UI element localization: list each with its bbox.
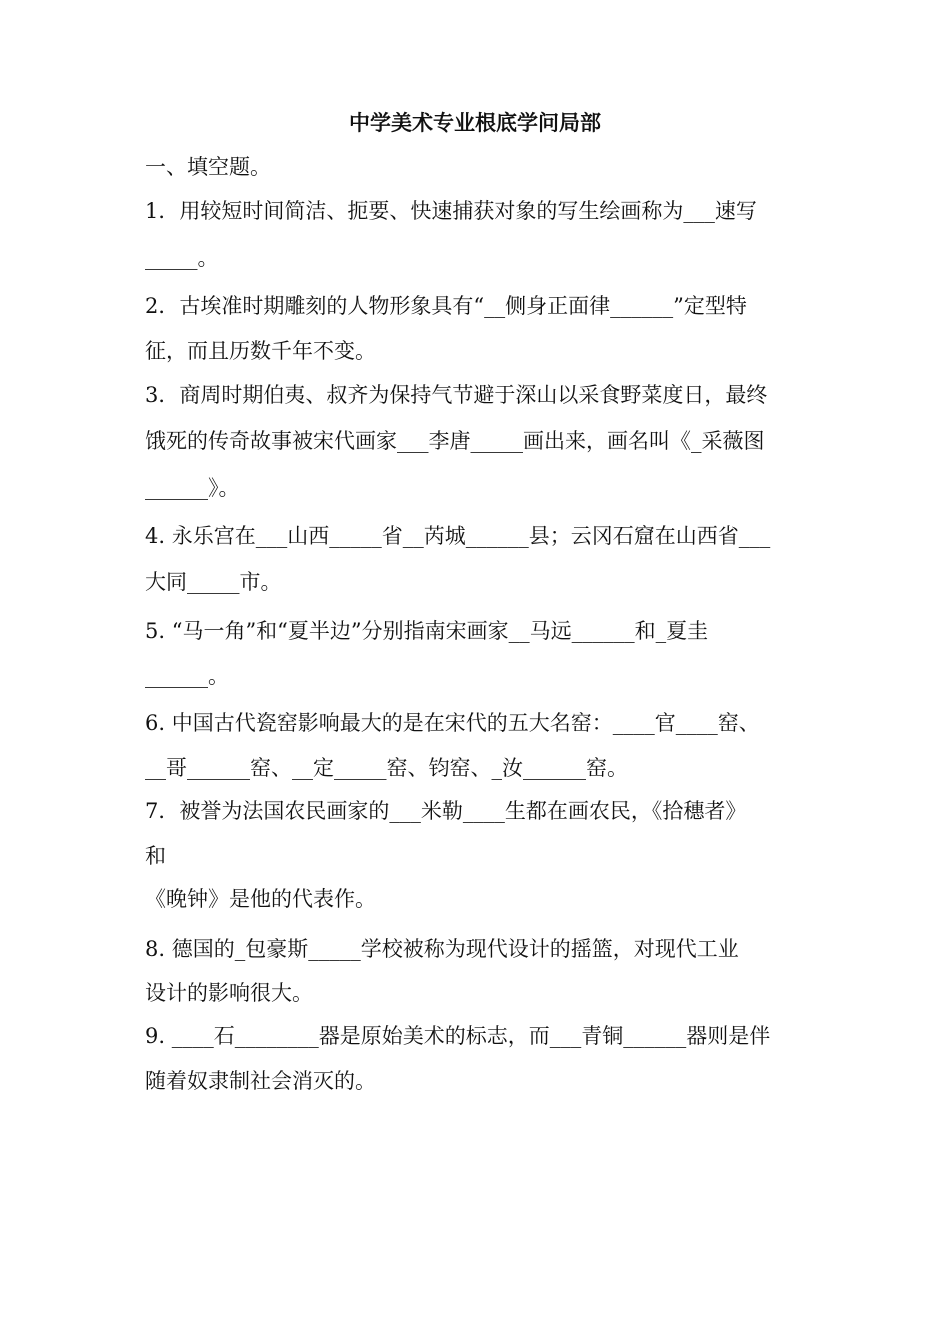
question-9-line-1: 9. ____石________器是原始美术的标志，而___青铜______器则是伴 — [145, 1024, 771, 1048]
question-6-line-2: __哥______窑、__定_____窑、钧窑、_汝______窑。 — [145, 756, 628, 780]
question-4-line-1: 4. 永乐宫在___山西_____省__芮城______县；云冈石窟在山西省___ — [145, 524, 771, 548]
section-heading: 一、填空题。 — [145, 155, 271, 179]
question-3-line-2: 饿死的传奇故事被宋代画家___李唐_____画出来，画名叫《_采薇图 — [145, 429, 765, 453]
question-7-line-1: 7．被誉为法国农民画家的___米勒____生都在画农民，《拾穗者》 — [145, 799, 747, 823]
question-2-line-2: 征，而且历数千年不变。 — [145, 339, 376, 363]
question-4-line-2: 大同_____市。 — [145, 570, 282, 594]
question-1-line-1: 1．用较短时间简洁、扼要、快速捕获对象的写生绘画称为___速写 — [145, 199, 757, 223]
question-2-line-1: 2．古埃准时期雕刻的人物形象具有“__侧身正面律______”定型特 — [145, 294, 747, 318]
question-7-line-2: 和 — [145, 844, 166, 868]
question-1-line-2: _____。 — [145, 246, 219, 270]
question-9-line-2: 随着奴隶制社会消灭的。 — [145, 1069, 376, 1093]
question-5-line-2: ______。 — [145, 664, 229, 688]
question-7-line-3: 《晚钟》是他的代表作。 — [145, 887, 376, 911]
question-8-line-1: 8. 德国的_包豪斯_____学校被称为现代设计的摇篮，对现代工业 — [145, 937, 739, 961]
question-3-line-3: ______》。 — [145, 476, 240, 500]
document-title: 中学美术专业根底学问局部 — [349, 111, 601, 135]
question-8-line-2: 设计的影响很大。 — [145, 981, 313, 1005]
question-3-line-1: 3．商周时期伯夷、叔齐为保持气节避于深山以采食野菜度日，最终 — [145, 383, 768, 407]
question-5-line-1: 5. “马一角”和“夏半边”分别指南宋画家__马远______和_夏圭 — [145, 619, 709, 643]
question-6-line-1: 6. 中国古代瓷窑影响最大的是在宋代的五大名窑：____官____窑、 — [145, 711, 760, 735]
